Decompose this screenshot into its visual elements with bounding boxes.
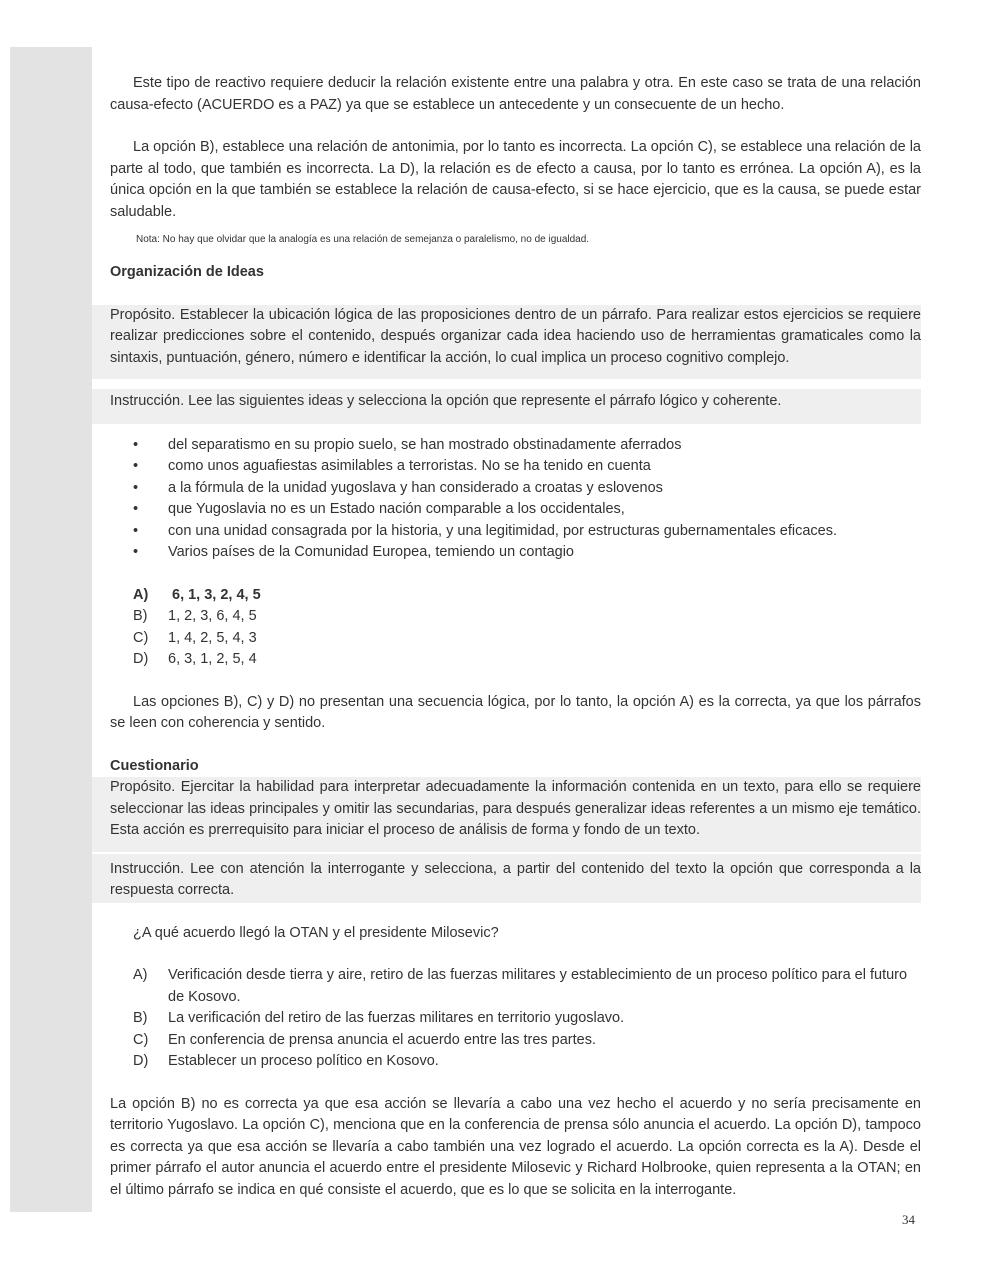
idea-text: del separatismo en su propio suelo, se han mostrado obstinadamente aferrados bbox=[168, 436, 682, 453]
bullet: • bbox=[133, 522, 139, 539]
question-text: ¿A qué acuerdo llegó la OTAN y el presidente Milosevic? bbox=[133, 924, 499, 941]
option-letter: C) bbox=[133, 629, 149, 646]
ideas-list bbox=[110, 435, 921, 564]
left-margin-bar bbox=[10, 47, 92, 1212]
purpose-text-2: Propósito. Ejercitar la habilidad para interpretar adecuadamente la información contenida en un texto, para ello se requiere seleccionar las ideas principales y omitir las secundarias, para después generalizar ideas referentes a un mismo eje temático. Esta acción es prerrequisito para iniciar el proceso de análisis de forma y fondo de un texto. bbox=[110, 779, 921, 838]
answer-options bbox=[110, 965, 921, 1073]
explanation-text-1: Las opciones B), C) y D) no presentan una secuencia lógica, por lo tanto, la opción A) es la correcta, ya que los párrafos se leen con coherencia y sentido. bbox=[110, 693, 921, 731]
idea-text: que Yugoslavia no es un Estado nación comparable a los occidentales, bbox=[168, 501, 625, 517]
bullet: • bbox=[133, 479, 139, 496]
option-letter: D) bbox=[133, 1053, 149, 1069]
sequence-options bbox=[110, 585, 921, 671]
option-letter: C) bbox=[133, 1031, 149, 1048]
list-item bbox=[110, 456, 921, 478]
page-content bbox=[110, 73, 921, 1201]
option-text: 6, 1, 3, 2, 4, 5 bbox=[172, 586, 261, 603]
list-item bbox=[110, 478, 921, 500]
explanation-text-2: La opción B) no es correcta ya que esa acción se llevaría a cabo una vez hecho el acuerdo y no sería precisamente en territorio Yugoslavo. La opción C), menciona que en la conferencia de prensa sólo anuncia el acuerdo. La opción D), tampoco es correcta ya que esa acción se llevaría a cabo también una vez logrado el acuerdo. La opción correcta es la A). Desde el primer párrafo el autor anuncia el acuerdo entre el presidente Milosevic y Richard Holbrooke, quien representa a la OTAN; en el último párrafo se indica en qué consiste el acuerdo, que es lo que se solicita en la interrogante. bbox=[110, 1095, 921, 1198]
option-text: 1, 4, 2, 5, 4, 3 bbox=[168, 629, 257, 646]
option-c bbox=[110, 628, 921, 650]
option-text: 1, 2, 3, 6, 4, 5 bbox=[168, 608, 257, 624]
option-d bbox=[110, 1051, 921, 1073]
option-text: Establecer un proceso político en Kosovo. bbox=[168, 1053, 439, 1069]
idea-text: a la fórmula de la unidad yugoslava y han considerado a croatas y eslovenos bbox=[168, 479, 663, 496]
option-b bbox=[110, 1008, 921, 1030]
option-c bbox=[110, 1030, 921, 1052]
idea-text: Varios países de la Comunidad Europea, temiendo un contagio bbox=[168, 544, 574, 560]
purpose-block-1 bbox=[92, 305, 921, 380]
option-letter: D) bbox=[133, 651, 149, 667]
option-letter: A) bbox=[133, 967, 148, 983]
option-letter: B) bbox=[133, 608, 148, 624]
instruction-block-2 bbox=[92, 854, 921, 903]
option-letter: B) bbox=[133, 1010, 148, 1026]
list-item bbox=[110, 435, 921, 457]
instruction-block-1 bbox=[92, 389, 921, 424]
option-text: Verificación desde tierra y aire, retiro de las fuerzas militares y establecimiento de un proceso político para el futuro de Kosovo. bbox=[168, 967, 908, 1005]
instruction-text-1: Instrucción. Lee las siguientes ideas y selecciona la opción que represente el párrafo lógico y coherente. bbox=[110, 393, 782, 409]
section-title-organizacion: Organización de Ideas bbox=[110, 264, 264, 280]
option-a bbox=[110, 585, 921, 607]
intro-paragraph-1: Este tipo de reactivo requiere deducir la relación existente entre una palabra y otra. En este caso se trata de una relación causa-efecto (ACUERDO es a PAZ) ya que se establece un antecedente y un consecuente de un hecho. bbox=[110, 75, 921, 113]
list-item bbox=[110, 499, 921, 521]
option-b bbox=[110, 606, 921, 628]
purpose-text-1: Propósito. Establecer la ubicación lógica de las proposiciones dentro de un párrafo. Para realizar estos ejercicios se requiere realizar predicciones sobre el contenido, después organizar cada idea haciendo uso de herramientas gramaticales como la sintaxis, puntuación, género, número e identificar la acción, lo cual implica un proceso cognitivo complejo. bbox=[110, 306, 921, 366]
list-item bbox=[110, 542, 921, 564]
idea-text: como unos aguafiestas asimilables a terroristas. No se ha tenido en cuenta bbox=[168, 458, 651, 474]
option-a bbox=[110, 965, 921, 1008]
intro-paragraph-2: La opción B), establece una relación de antonimia, por lo tanto es incorrecta. La opción C), se establece una relación de la parte al todo, que también es incorrecta. La D), la relación es de efecto a causa, por lo tanto es errónea. La opción A), es la única opción en la que también se establece la relación de causa-efecto, si se hace ejercicio, que es la causa, se puede estar saludable. bbox=[110, 139, 921, 220]
idea-text: con una unidad consagrada por la historia, y una legitimidad, por estructuras gubernamentales eficaces. bbox=[168, 522, 838, 539]
option-d bbox=[110, 649, 921, 671]
page-number: 34 bbox=[902, 1212, 915, 1227]
list-item bbox=[110, 521, 921, 543]
bullet: • bbox=[133, 458, 139, 474]
section-title-cuestionario: Cuestionario bbox=[110, 757, 199, 774]
bullet: • bbox=[133, 544, 139, 560]
option-letter: A) bbox=[133, 586, 149, 603]
note-text: Nota: No hay que olvidar que la analogía es una relación de semejanza o paralelismo, no de igualdad. bbox=[136, 234, 590, 245]
bullet: • bbox=[133, 501, 139, 517]
option-text: En conferencia de prensa anuncia el acuerdo entre las tres partes. bbox=[168, 1031, 597, 1048]
instruction-text-2: Instrucción. Lee con atención la interrogante y selecciona, a partir del contenido del texto la opción que corresponda a la respuesta correcta. bbox=[110, 860, 921, 898]
purpose-block-2 bbox=[92, 777, 921, 852]
bullet: • bbox=[133, 436, 139, 453]
option-text: La verificación del retiro de las fuerzas militares en territorio yugoslavo. bbox=[168, 1010, 625, 1026]
option-text: 6, 3, 1, 2, 5, 4 bbox=[168, 651, 257, 667]
